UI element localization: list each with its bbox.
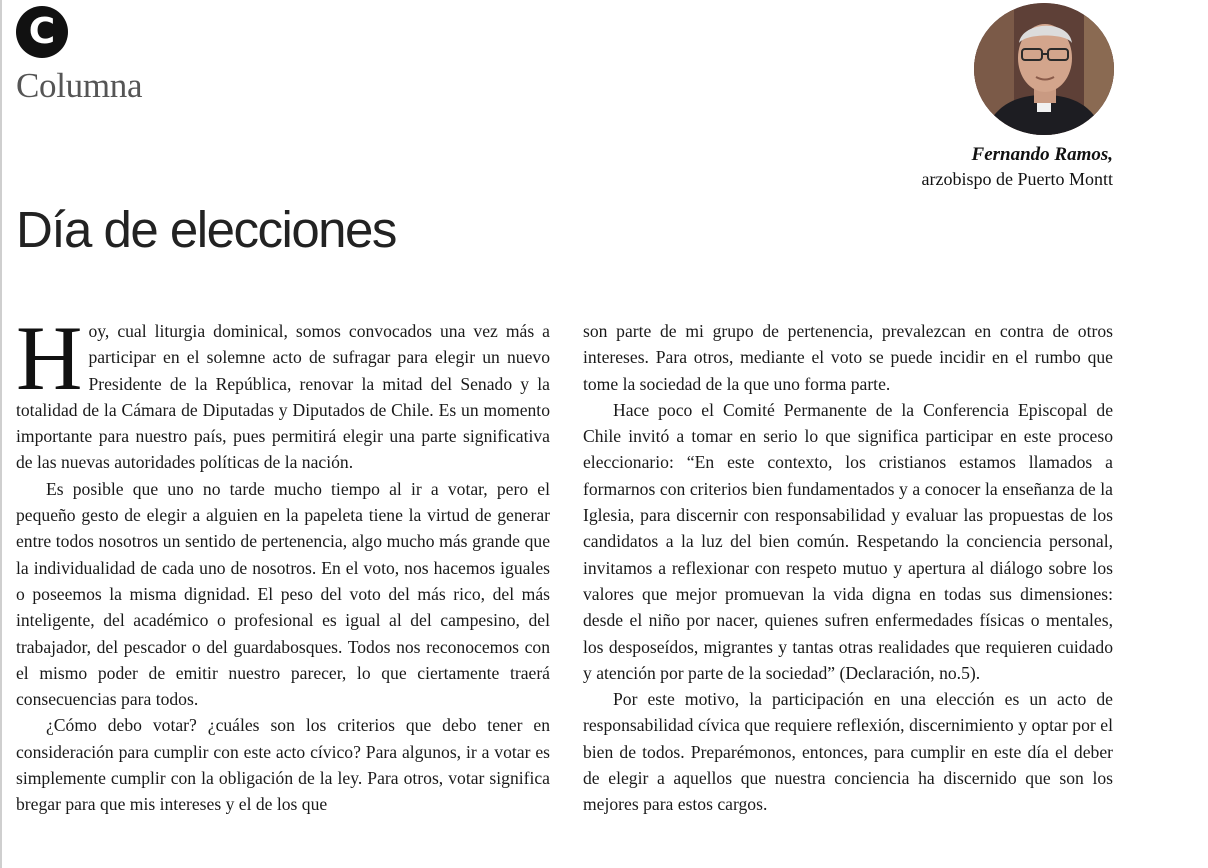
paragraph-2: Es posible que uno no tarde mucho tiempo al ir a votar, pero el pequeño gesto de elegir a alguien en la papeleta tiene la virtud de generar entre todos nosotros un sentido de pertenencia, algo mucho más grande que la individualidad de cada uno de nosotros. En el voto, nos hacemos iguales o poseemos la misma dignidad. El peso del voto del más rico, del más inteligente, del académico o profesional es igual al del campesino, del trabajador, del pescador o del guardabosques. Todos nos reconocemos con el mismo poder de emitir nuestro parecer, lo que ciertamente traerá consecuencias para todos. [16, 478, 550, 710]
article-column-left [16, 307, 550, 818]
section-label: Columna [16, 66, 143, 105]
paragraph-1 [16, 307, 550, 476]
author-byline [922, 142, 1113, 191]
author-name: Fernando Ramos, [971, 144, 1113, 165]
article-title: Día de elecciones [16, 201, 396, 258]
page-edge-line [0, 0, 2, 868]
paragraph-5: Hace poco el Comité Permanente de la Conferencia Episcopal de Chile invitó a tomar en serio lo que significa participar en este proceso eleccionario: “En este contexto, los cristianos estamos llamados a formarnos con criterios bien fundamentados y a conocer la enseñanza de la Iglesia, para discernir con responsabilidad y evaluar las propuestas de los candidatos a la luz del bien común. Respetando la conciencia personal, invitamos a reflexionar con respeto mutuo y apertura al diálogo sobre los valores que mejor promuevan la vida digna en todas sus dimensiones: desde el niño por nacer, quienes sufren enfermedades físicas o mentales, los desposeídos, migrantes y tantas otras realidades que requieren cuidado y atención por parte de la sociedad” (Declaración, no.5). [583, 399, 1113, 683]
paragraph-3: ¿Cómo debo votar? ¿cuáles son los criterios que debo tener en consideración para cumplir con este acto cívico? Para algunos, ir a votar es simplemente cumplir con la obligación de la ley. Para otros, votar significa bregar para que mis intereses y el de los que [16, 715, 550, 815]
author-photo [974, 3, 1114, 135]
drop-cap: H [16, 307, 83, 409]
article-column-right [583, 318, 1113, 818]
author-portrait-icon [974, 3, 1114, 135]
section-badge-icon: C [16, 6, 68, 58]
author-role: arzobispo de Puerto Montt [921, 169, 1113, 189]
paragraph-1-text: oy, cual liturgia dominical, somos convocados una vez más a participar en el solemne acto de sufragar para elegir un nuevo Presidente de la República, renovar la mitad del Senado y la totalidad de la Cámara de Diputadas y Diputados de Chile. Es un momento importante para nuestro país, pues permitirá elegir una parte significativa de las nuevas autoridades políticas de la nación. [16, 321, 550, 473]
paragraph-6: Por este motivo, la participación en una elección es un acto de responsabilidad cívica que requiere reflexión, discernimiento y optar por el bien de todos. Preparémonos, entonces, para cumplir en este día el deber de elegir a aquellos que nuestra conciencia ha discernido que son los mejores para estos cargos. [583, 689, 1113, 815]
paragraph-4: son parte de mi grupo de pertenencia, prevalezcan en contra de otros intereses. Para otros, mediante el voto se puede incidir en el rumbo que tome la sociedad de la que uno forma parte. [583, 321, 1113, 394]
